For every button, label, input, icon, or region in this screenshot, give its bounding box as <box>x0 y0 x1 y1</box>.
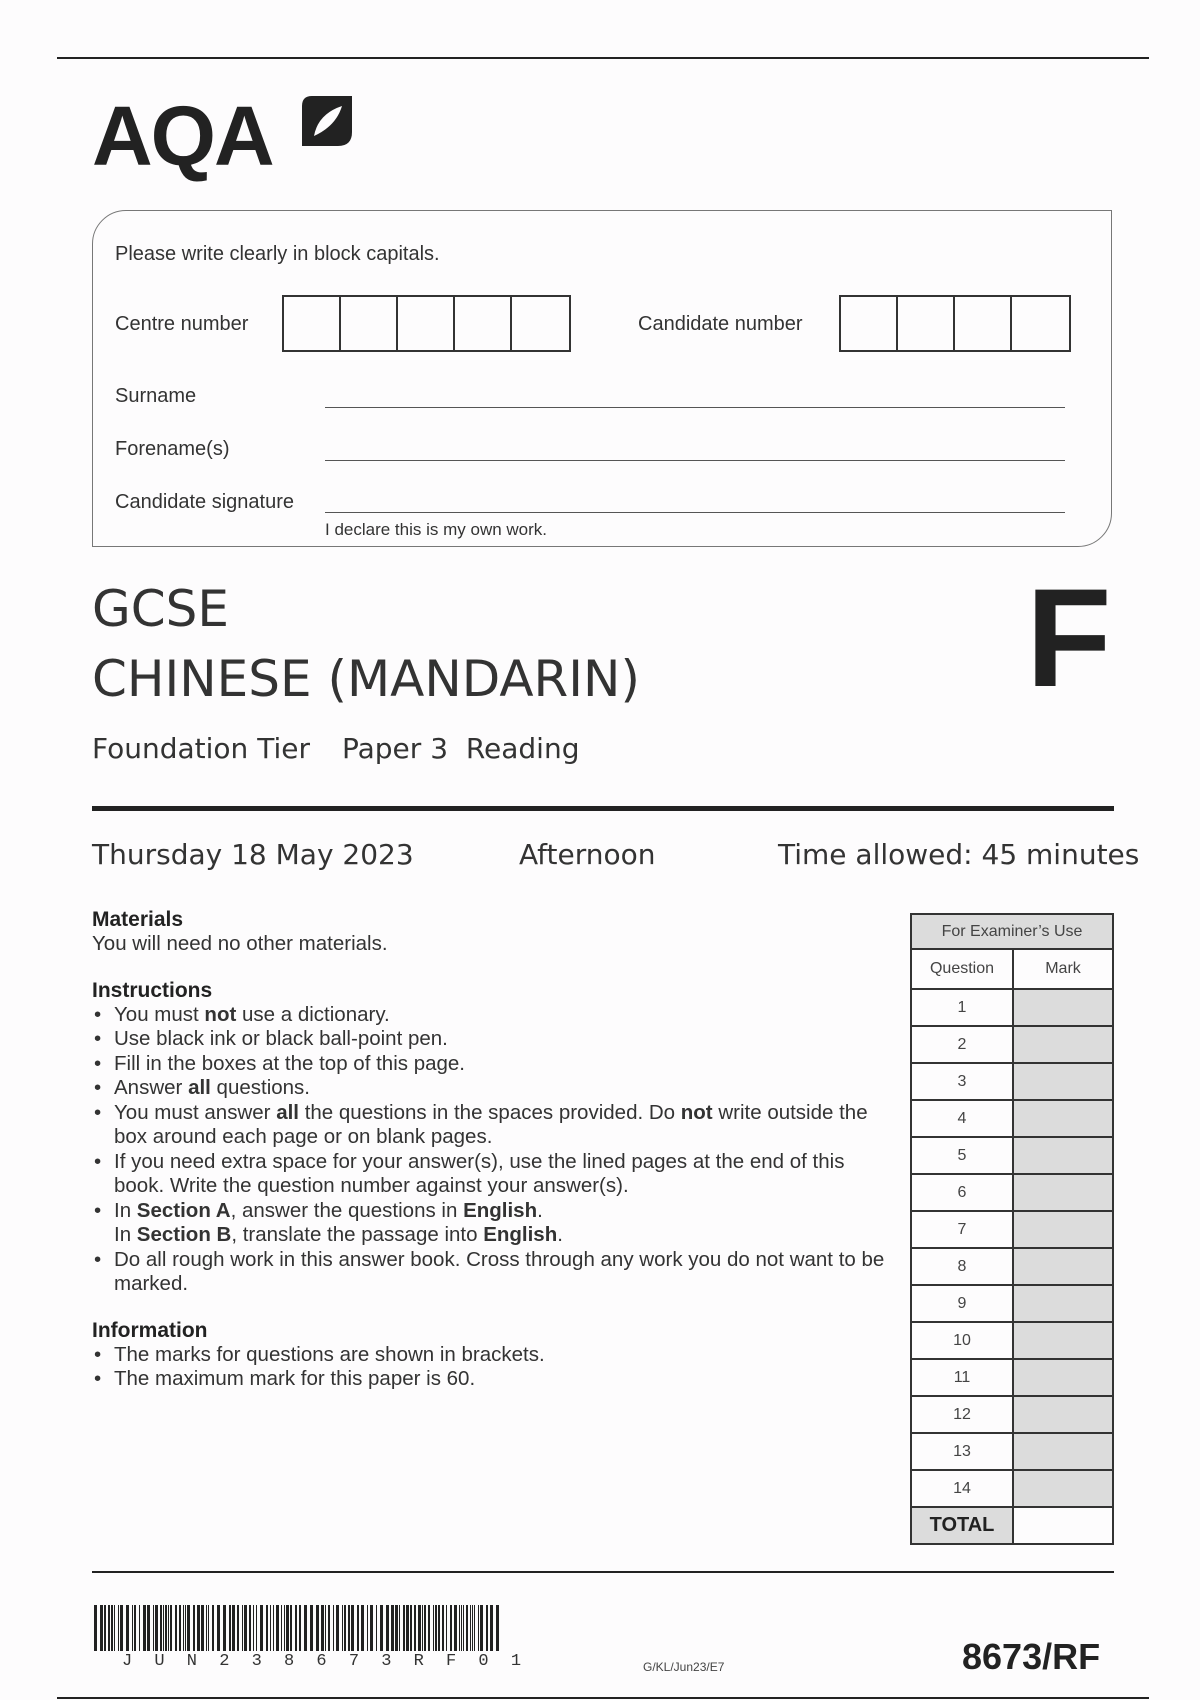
barcode-bar <box>179 1605 181 1651</box>
reference-code: G/KL/Jun23/E7 <box>643 1660 725 1674</box>
barcode-bar <box>244 1605 247 1651</box>
instruction-text: , answer the questions in <box>230 1198 464 1222</box>
barcode-bar <box>295 1605 297 1651</box>
examiner-row <box>911 1359 1113 1396</box>
centre-digit-box[interactable] <box>341 297 398 350</box>
instruction-item <box>92 1223 892 1248</box>
question-number: 12 <box>911 1396 1013 1433</box>
barcode-bar <box>276 1605 279 1651</box>
barcode-bar <box>299 1605 301 1651</box>
candidate-digit-box[interactable] <box>955 297 1012 350</box>
instruction-emphasis: English <box>463 1198 538 1222</box>
barcode-bar <box>185 1605 186 1651</box>
barcode-bar <box>229 1605 231 1651</box>
examiner-table-title: For Examiner’s Use <box>911 914 1113 949</box>
mark-cell[interactable] <box>1013 1248 1113 1285</box>
exam-session: Afternoon <box>519 838 656 871</box>
examiner-row <box>911 1063 1113 1100</box>
barcode-bar <box>253 1605 254 1651</box>
mark-cell[interactable] <box>1013 989 1113 1026</box>
mark-cell[interactable] <box>1013 1285 1113 1322</box>
tier-label: Foundation Tier <box>92 732 310 765</box>
barcode-bar <box>333 1605 334 1651</box>
surname-label: Surname <box>115 385 197 407</box>
barcode-bar <box>114 1605 115 1651</box>
aqa-logo <box>92 88 273 185</box>
barcode-bar <box>342 1605 343 1651</box>
barcode-bar <box>266 1605 268 1651</box>
qualification-title: GCSE <box>92 580 229 638</box>
barcode-bar <box>316 1605 319 1651</box>
information-item: • The maximum mark for this paper is 60. <box>92 1367 892 1392</box>
question-number: 14 <box>911 1470 1013 1507</box>
barcode-bar <box>208 1605 209 1651</box>
examiner-row <box>911 989 1113 1026</box>
examiner-row <box>911 1322 1113 1359</box>
barcode-bar <box>474 1605 475 1651</box>
barcode-bar <box>428 1605 430 1651</box>
instruction-text: the questions in the spaces provided. Do <box>299 1100 681 1124</box>
instruction-text: use a dictionary. <box>236 1002 390 1026</box>
barcode-bar <box>187 1605 190 1651</box>
instructions-column <box>92 908 892 1392</box>
instruction-emphasis: not <box>680 1100 713 1124</box>
centre-digit-box[interactable] <box>284 297 341 350</box>
barcode-bar <box>418 1605 421 1651</box>
instruction-emphasis: all <box>188 1076 211 1099</box>
candidate-digit-box[interactable] <box>898 297 955 350</box>
instruction-text: Fill in the boxes at the top of this page. <box>114 1051 465 1075</box>
barcode-bar <box>399 1605 400 1651</box>
barcode-bar <box>414 1605 416 1651</box>
barcode-bar <box>290 1605 292 1651</box>
barcode-bar <box>442 1605 444 1651</box>
surname-field[interactable] <box>325 407 1065 408</box>
barcode-bar <box>490 1605 493 1651</box>
barcode-bar <box>183 1605 184 1651</box>
barcode-bar <box>450 1605 452 1651</box>
total-label: TOTAL <box>911 1507 1013 1544</box>
barcode-bar <box>478 1605 479 1651</box>
barcode-bar <box>361 1605 364 1651</box>
barcode-bar <box>367 1605 368 1651</box>
barcode-bar <box>120 1605 123 1651</box>
question-number: 3 <box>911 1063 1013 1100</box>
instruction-emphasis: English <box>483 1223 558 1246</box>
barcode-bar <box>273 1605 274 1651</box>
barcode-bar <box>391 1605 394 1651</box>
barcode-text: J U N 2 3 8 6 7 3 R F 0 1 <box>122 1652 528 1671</box>
barcode-bar <box>201 1605 204 1651</box>
instruction-text: You must answer <box>114 1100 277 1124</box>
instruction-item <box>92 1003 892 1028</box>
examiner-row <box>911 1396 1113 1433</box>
barcode-bar <box>395 1605 398 1651</box>
examiner-row <box>911 1026 1113 1063</box>
question-number: 13 <box>911 1433 1013 1470</box>
barcode-bar <box>134 1605 136 1651</box>
barcode-bar <box>165 1605 167 1651</box>
question-number: 5 <box>911 1137 1013 1174</box>
top-rule <box>57 57 1149 59</box>
centre-digit-box[interactable] <box>512 297 569 350</box>
materials-text: You will need no other materials. <box>92 932 388 955</box>
barcode-bar <box>147 1605 150 1651</box>
candidate-number-field[interactable] <box>839 295 1071 352</box>
barcode-bar <box>286 1605 289 1651</box>
barcode-bar <box>160 1605 162 1651</box>
barcode-bar <box>212 1605 214 1651</box>
centre-digit-box[interactable] <box>398 297 455 350</box>
question-number: 9 <box>911 1285 1013 1322</box>
barcode-bar <box>370 1605 373 1651</box>
paper-label: Paper 3 Reading <box>342 732 580 765</box>
forenames-label: Forename(s) <box>115 438 230 460</box>
total-row <box>911 1507 1113 1544</box>
instruction-item <box>92 1150 892 1199</box>
footer-rule <box>92 1571 1114 1573</box>
instruction-text: write outside the box around each page or on blank pages. <box>114 1100 868 1148</box>
barcode-bar <box>118 1605 119 1651</box>
barcode-bar <box>217 1605 220 1651</box>
examiner-row <box>911 1248 1113 1285</box>
barcode-bar <box>328 1605 330 1651</box>
barcode-bar <box>260 1605 263 1651</box>
question-number: 11 <box>911 1359 1013 1396</box>
barcode-bar <box>410 1605 412 1651</box>
barcode-bar <box>100 1605 103 1651</box>
barcode-bar <box>168 1605 169 1651</box>
instruction-text: Use black ink or black ball-point pen. <box>114 1027 448 1050</box>
barcode-bar <box>256 1605 257 1651</box>
barcode-bar <box>143 1605 146 1651</box>
title-rule <box>92 806 1114 811</box>
information-list <box>92 1343 892 1392</box>
aqa-leaf-icon <box>298 92 356 150</box>
barcode-bar <box>132 1605 133 1651</box>
barcode-bar <box>153 1605 154 1651</box>
barcode-bar <box>232 1605 235 1651</box>
barcode-bar <box>126 1605 129 1651</box>
instruction-item <box>92 1199 892 1224</box>
candidate-number-label: Candidate number <box>638 313 803 335</box>
mark-cell[interactable] <box>1013 1026 1113 1063</box>
barcode-bar <box>496 1605 499 1651</box>
question-number: 4 <box>911 1100 1013 1137</box>
instructions-list <box>92 1003 892 1297</box>
instruction-item <box>92 1248 892 1297</box>
barcode-bar <box>321 1605 324 1651</box>
instructions-heading: Instructions <box>92 978 213 1002</box>
examiner-row <box>911 1470 1113 1507</box>
mark-cell[interactable] <box>1013 1470 1113 1507</box>
mark-cell[interactable] <box>1013 1322 1113 1359</box>
candidate-digit-box[interactable] <box>841 297 898 350</box>
barcode <box>94 1605 504 1651</box>
instruction-text: Answer <box>114 1076 189 1099</box>
instruction-item <box>92 1052 892 1077</box>
instruction-text: . <box>557 1223 563 1246</box>
barcode-bar <box>104 1605 106 1651</box>
barcode-bar <box>284 1605 285 1651</box>
barcode-bar <box>242 1605 243 1651</box>
barcode-bar <box>325 1605 326 1651</box>
instruction-text: questions. <box>210 1076 311 1099</box>
barcode-bar <box>206 1605 207 1651</box>
instruction-text: In <box>114 1223 137 1246</box>
information-item: • The marks for questions are shown in brackets. <box>92 1343 892 1368</box>
barcode-bar <box>459 1605 460 1651</box>
signature-label: Candidate signature <box>115 491 295 513</box>
barcode-bar <box>111 1605 113 1651</box>
instruction-item <box>92 1027 892 1052</box>
barcode-bar <box>155 1605 158 1651</box>
examiner-row <box>911 1100 1113 1137</box>
barcode-bar <box>304 1605 307 1651</box>
barcode-bar <box>461 1605 462 1651</box>
question-number: 6 <box>911 1174 1013 1211</box>
barcode-bar <box>357 1605 359 1651</box>
barcode-bar <box>351 1605 354 1651</box>
time-allowed: Time allowed: 45 minutes <box>778 838 1140 871</box>
instruction-emphasis: all <box>276 1100 299 1124</box>
barcode-bar <box>472 1605 473 1651</box>
barcode-bar <box>433 1605 434 1651</box>
barcode-bar <box>310 1605 313 1651</box>
barcode-bar <box>454 1605 457 1651</box>
mark-cell[interactable] <box>1013 1137 1113 1174</box>
barcode-bar <box>466 1605 468 1651</box>
mark-cell[interactable] <box>1013 1396 1113 1433</box>
barcode-bar <box>237 1605 239 1651</box>
centre-digit-box[interactable] <box>455 297 512 350</box>
barcode-bar <box>94 1605 97 1651</box>
question-number: 8 <box>911 1248 1013 1285</box>
declaration-text: I declare this is my own work. <box>325 520 548 539</box>
barcode-bar <box>486 1605 488 1651</box>
examiner-row <box>911 1285 1113 1322</box>
barcode-bar <box>281 1605 282 1651</box>
instruction-item <box>92 1076 892 1101</box>
instruction-text: You must <box>114 1002 205 1026</box>
barcode-bar <box>422 1605 423 1651</box>
instruction-item <box>92 1101 892 1150</box>
total-mark-cell[interactable] <box>1013 1507 1113 1544</box>
mark-cell[interactable] <box>1013 1211 1113 1248</box>
mark-cell[interactable] <box>1013 1174 1113 1211</box>
exam-date: Thursday 18 May 2023 <box>92 838 414 871</box>
barcode-bar <box>270 1605 271 1651</box>
centre-number-field[interactable] <box>282 295 571 352</box>
barcode-bar <box>193 1605 195 1651</box>
barcode-bar <box>175 1605 177 1651</box>
bottom-rule <box>57 1697 1149 1699</box>
examiner-use-table <box>910 913 1114 1545</box>
examiner-row <box>911 1211 1113 1248</box>
question-number: 7 <box>911 1211 1013 1248</box>
barcode-bar <box>424 1605 426 1651</box>
instruction-text: . <box>537 1198 543 1222</box>
signature-field[interactable] <box>325 512 1065 513</box>
subject-title: CHINESE (MANDARIN) <box>92 650 640 708</box>
barcode-bar <box>336 1605 339 1651</box>
mark-column-header: Mark <box>1013 949 1113 989</box>
instruction-text: Do all rough work in this answer book. Cross through any work you do not want to be marked. <box>114 1247 885 1295</box>
question-number: 10 <box>911 1322 1013 1359</box>
examiner-row <box>911 1137 1113 1174</box>
mark-cell[interactable] <box>1013 1359 1113 1396</box>
forenames-field[interactable] <box>325 460 1065 461</box>
question-number: 1 <box>911 989 1013 1026</box>
barcode-bar <box>463 1605 464 1651</box>
barcode-bar <box>446 1605 447 1651</box>
aqa-logo-text: AQA <box>92 89 273 183</box>
barcode-bar <box>348 1605 350 1651</box>
barcode-bar <box>108 1605 110 1651</box>
instruction-text: In <box>114 1198 137 1222</box>
instruction-text: , translate the passage into <box>231 1223 484 1246</box>
barcode-bar <box>480 1605 483 1651</box>
mark-cell[interactable] <box>1013 1433 1113 1470</box>
information-heading: Information <box>92 1318 208 1342</box>
barcode-bar <box>435 1605 437 1651</box>
barcode-bar <box>406 1605 409 1651</box>
barcode-bar <box>170 1605 172 1651</box>
barcode-bar <box>470 1605 471 1651</box>
barcode-bar <box>139 1605 140 1651</box>
candidate-digit-box[interactable] <box>1012 297 1069 350</box>
barcode-bar <box>386 1605 389 1651</box>
materials-heading: Materials <box>92 908 184 931</box>
question-column-header: Question <box>911 949 1013 989</box>
mark-cell[interactable] <box>1013 1063 1113 1100</box>
centre-number-label: Centre number <box>115 313 249 335</box>
instruction-emphasis: Section A <box>136 1198 231 1222</box>
mark-cell[interactable] <box>1013 1100 1113 1137</box>
question-number: 2 <box>911 1026 1013 1063</box>
instruction-emphasis: not <box>204 1002 237 1026</box>
barcode-bar <box>163 1605 164 1651</box>
barcode-bar <box>403 1605 405 1651</box>
barcode-bar <box>438 1605 440 1651</box>
barcode-bar <box>249 1605 251 1651</box>
instruction-text: If you need extra space for your answer(s), use the lined pages at the end of this book. Write the question number against your answer(s). <box>114 1149 845 1197</box>
barcode-bar <box>223 1605 226 1651</box>
barcode-bar <box>380 1605 383 1651</box>
instruction-emphasis: Section B <box>136 1223 232 1246</box>
barcode-bar <box>376 1605 377 1651</box>
tier-letter: F <box>1026 559 1112 716</box>
paper-code: 8673/RF <box>962 1636 1101 1677</box>
block-capitals-instruction: Please write clearly in block capitals. <box>115 243 440 265</box>
examiner-row <box>911 1433 1113 1470</box>
barcode-bar <box>197 1605 200 1651</box>
examiner-row <box>911 1174 1113 1211</box>
barcode-bar <box>344 1605 346 1651</box>
